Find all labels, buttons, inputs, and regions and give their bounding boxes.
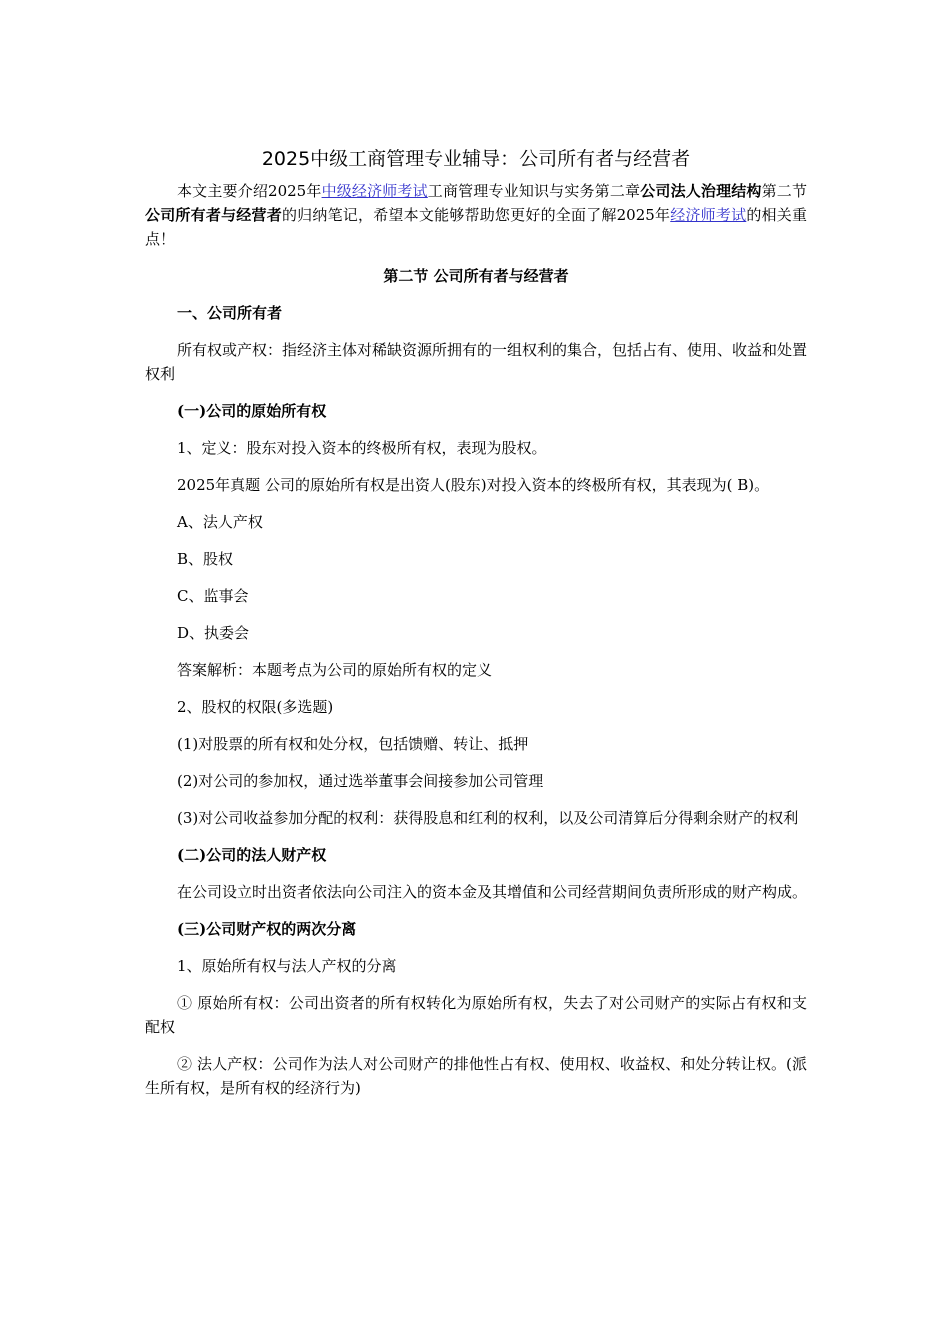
intro-text-4: 的归纳笔记，希望本文能够帮助您更好的全面了解2025年 [281,206,671,224]
body-paragraph: D、执委会 [177,624,250,642]
body-paragraph: (3)对公司收益参加分配的权利：获得股息和红利的权利，以及公司清算后分得剩余财产的权利 [177,809,799,827]
intro-bold-2: 公司所有者与经营者 [145,206,282,224]
body-paragraph: 2、股权的权限(多选题) [177,698,334,716]
intro-text-2: 工商管理专业知识与实务第二章 [427,182,641,200]
body-paragraph: A、法人产权 [177,513,263,531]
intro-paragraph [145,179,807,251]
body-paragraph: 2025年真题 公司的原始所有权是出资人(股东)对投入资本的终极所有权，其表现为( B)。 [177,476,770,494]
intro-text-3: 第二节 [761,182,807,200]
body-paragraph: 在公司设立时出资者依法向公司注入的资本金及其增值和公司经营期间负责所形成的财产构成。 [177,883,808,901]
section-heading: (三)公司财产权的两次分离 [177,920,357,938]
body-paragraph: C、监事会 [177,587,249,605]
body-paragraph: (2)对公司的参加权，通过选举董事会间接参加公司管理 [177,772,544,790]
document-title: 2025中级工商管理专业辅导：公司所有者与经营者 [261,148,691,170]
body-paragraph: 所有权或产权：指经济主体对稀缺资源所拥有的一组权利的集合，包括占有、使用、收益和处置权利 [145,341,808,383]
body-paragraph: (1)对股票的所有权和处分权，包括馈赠、转让、抵押 [177,735,529,753]
section-heading: (二)公司的法人财产权 [177,846,327,864]
section-heading: 一、公司所有者 [177,304,283,322]
body-paragraph: B、股权 [177,550,234,568]
intro-bold-1: 公司法人治理结构 [640,182,762,200]
exam-link[interactable]: 中级经济师考试 [321,182,428,200]
intro-text-1: 本文主要介绍2025年 [177,182,322,200]
intro-text-5: 的相关重点！ [145,206,807,248]
body-paragraph: ① 原始所有权：公司出资者的所有权转化为原始所有权，失去了对公司财产的实际占有权和支配权 [145,994,807,1036]
section-heading: (一)公司的原始所有权 [177,402,327,420]
section-title: 第二节 公司所有者与经营者 [383,267,569,285]
body-paragraph: ② 法人产权：公司作为法人对公司财产的排他性占有权、使用权、收益权、和处分转让权。(派生所有权，是所有权的经济行为) [145,1055,807,1097]
body-paragraph: 答案解析：本题考点为公司的原始所有权的定义 [177,661,493,679]
body-paragraph: 1、定义：股东对投入资本的终极所有权，表现为股权。 [177,439,547,457]
body-paragraphs [145,301,807,1100]
economist-exam-link[interactable]: 经济师考试 [670,206,747,224]
document-page [145,145,807,1113]
body-paragraph: 1、原始所有权与法人产权的分离 [177,957,397,975]
